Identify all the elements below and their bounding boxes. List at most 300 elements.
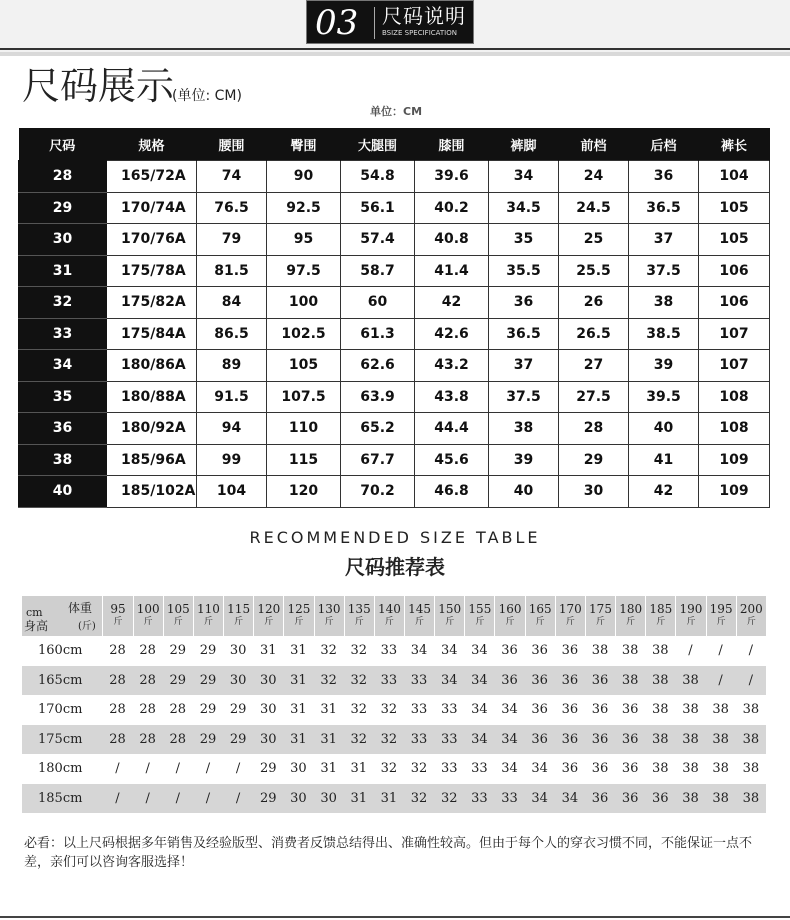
recommend-cell: 36 — [615, 725, 645, 755]
size-table-cell: 37 — [489, 350, 559, 382]
weight-unit: 斤 — [505, 617, 515, 627]
recommend-cell: 36 — [494, 666, 524, 696]
recommend-cell: 32 — [404, 784, 434, 814]
weight-value: 185 — [649, 602, 673, 616]
weight-column-header — [494, 596, 524, 636]
corner-jin: (斤) — [78, 621, 96, 632]
recommend-cell: 36 — [531, 702, 548, 718]
size-table-cell: 107 — [699, 350, 770, 382]
recommend-cell: 38 — [652, 643, 669, 659]
recommend-cell: 34 — [410, 643, 428, 659]
size-table-cell: 40 — [489, 476, 559, 508]
recommend-table-header — [22, 596, 766, 636]
size-table-cell: 43.8 — [415, 381, 489, 413]
size-table-cell: 44.4 — [415, 413, 489, 445]
badge-divider — [374, 7, 375, 39]
recommend-cell: / — [133, 784, 163, 814]
weight-unit: 斤 — [686, 617, 696, 627]
recommend-cell: / — [175, 761, 180, 777]
size-table-cell: 40.2 — [415, 192, 489, 224]
weight-value: 150 — [438, 602, 462, 616]
weight-unit: 斤 — [203, 617, 213, 627]
recommend-cell: 28 — [109, 643, 126, 659]
weight-column-header — [645, 596, 675, 636]
weight-column-header — [434, 596, 464, 636]
weight-column-header — [706, 596, 736, 636]
size-table-cell: 60 — [341, 287, 415, 319]
recommend-cell: 29 — [260, 761, 277, 777]
recommend-cell: 38 — [645, 666, 675, 696]
recommend-cell: 33 — [464, 784, 494, 814]
size-cell: 34 — [19, 350, 107, 382]
recommend-cell: 29 — [229, 702, 247, 718]
recommend-cell: 32 — [344, 725, 374, 755]
section-number: 03 — [315, 3, 359, 43]
size-table-cell: 86.5 — [197, 318, 267, 350]
size-table-column-header: 大腿围 — [341, 128, 415, 161]
recommend-cell: 28 — [133, 666, 163, 696]
recommend-cell: 28 — [169, 702, 187, 718]
recommend-cell: 30 — [253, 666, 283, 696]
size-table-cell: 35 — [489, 224, 559, 256]
recommend-cell: 34 — [464, 725, 494, 755]
section-badge — [306, 0, 474, 44]
recommend-cell: 36 — [585, 666, 615, 696]
height-cell: 160cm — [38, 643, 83, 659]
weight-unit: 斤 — [264, 617, 274, 627]
size-table-cell: 81.5 — [197, 255, 267, 287]
weight-column-header — [344, 596, 374, 636]
size-table-cell: 175/82A — [107, 287, 197, 319]
size-table-cell: 26.5 — [559, 318, 629, 350]
size-table-cell: 62.6 — [341, 350, 415, 382]
recommend-cell: 33 — [440, 761, 458, 777]
size-table-cell: 37.5 — [629, 255, 699, 287]
recommend-cell: 36 — [525, 725, 555, 755]
weight-unit: 斤 — [535, 617, 545, 627]
recommend-cell: 38 — [712, 702, 729, 718]
size-table-cell: 25.5 — [559, 255, 629, 287]
size-table-cell: 175/84A — [107, 318, 197, 350]
size-table-cell: 109 — [699, 476, 770, 508]
size-table-cell: 41 — [629, 444, 699, 476]
recommend-cell: 29 — [163, 666, 193, 696]
size-spec-table — [18, 128, 770, 508]
size-table-cell: 58.7 — [341, 255, 415, 287]
size-table-cell: 42 — [415, 287, 489, 319]
recommend-cell: 36 — [585, 725, 615, 755]
recommend-cell: 31 — [350, 761, 368, 777]
size-table-cell: 38.5 — [629, 318, 699, 350]
size-table-row — [19, 413, 770, 445]
recommend-cell: 38 — [706, 784, 736, 814]
size-table-cell: 104 — [699, 161, 770, 193]
size-table-row — [19, 350, 770, 382]
weight-column-header — [314, 596, 344, 636]
size-table-cell: 34 — [489, 161, 559, 193]
recommend-table — [22, 596, 766, 813]
size-cell: 30 — [19, 224, 107, 256]
size-table-cell: 56.1 — [341, 192, 415, 224]
size-table-cell: 100 — [267, 287, 341, 319]
recommend-cell: 36 — [561, 702, 579, 718]
size-table-cell: 185/102A — [107, 476, 197, 508]
weight-column-header — [283, 596, 313, 636]
weight-value: 160 — [498, 602, 522, 616]
size-table-cell: 170/74A — [107, 192, 197, 224]
size-table-column-header: 腰围 — [197, 128, 267, 161]
size-table-cell: 170/76A — [107, 224, 197, 256]
size-table-cell: 175/78A — [107, 255, 197, 287]
weight-value: 180 — [619, 602, 643, 616]
size-table-row — [19, 444, 770, 476]
recommend-cell: 31 — [314, 725, 344, 755]
recommend-row — [22, 695, 766, 725]
recommend-cell: 32 — [434, 784, 464, 814]
recommend-cell: 38 — [591, 643, 609, 659]
recommend-cell: 31 — [320, 761, 337, 777]
recommend-cell: 36 — [501, 643, 518, 659]
recommend-cell: / — [718, 643, 723, 659]
height-cell: 170cm — [38, 702, 83, 718]
recommend-cell: 28 — [102, 725, 132, 755]
weight-column-header — [223, 596, 253, 636]
recommend-cell: 32 — [350, 702, 368, 718]
recommend-cell: 29 — [169, 643, 187, 659]
recommend-cell: 28 — [102, 666, 132, 696]
size-table-cell: 24.5 — [559, 192, 629, 224]
weight-unit: 斤 — [173, 617, 183, 627]
size-table-cell: 27 — [559, 350, 629, 382]
recommend-cell: 38 — [615, 666, 645, 696]
recommend-cell: 30 — [283, 784, 313, 814]
size-table-cell: 37 — [629, 224, 699, 256]
weight-column-header — [585, 596, 615, 636]
recommend-cell: 29 — [193, 666, 223, 696]
size-table-cell: 36 — [629, 161, 699, 193]
weight-column-header — [404, 596, 434, 636]
corner-height: 身高 — [24, 619, 49, 633]
size-table-cell: 57.4 — [341, 224, 415, 256]
size-cell: 32 — [19, 287, 107, 319]
size-table-row — [19, 255, 770, 287]
size-table-cell: 79 — [197, 224, 267, 256]
weight-unit: 斤 — [415, 617, 425, 627]
recommend-cell: 32 — [380, 761, 398, 777]
weight-unit: 斤 — [445, 617, 455, 627]
size-table-cell: 106 — [699, 255, 770, 287]
recommend-cell: 33 — [434, 725, 464, 755]
weight-value: 130 — [317, 602, 341, 616]
recommend-cell: 31 — [320, 702, 337, 718]
weight-column-header — [736, 596, 766, 636]
recommend-cell: 28 — [163, 725, 193, 755]
size-table-cell: 39 — [489, 444, 559, 476]
weight-unit: 斤 — [595, 617, 605, 627]
size-table-row — [19, 476, 770, 508]
recommend-cell: / — [706, 666, 736, 696]
recommend-cell: 34 — [471, 702, 488, 718]
recommend-cell: / — [748, 643, 754, 659]
size-table-cell: 39.6 — [415, 161, 489, 193]
size-table-cell: 102.5 — [267, 318, 341, 350]
size-table-column-header: 膝围 — [415, 128, 489, 161]
size-table-cell: 115 — [267, 444, 341, 476]
faint-unit-label: 单位：CM — [370, 105, 423, 118]
recommend-cell: 36 — [591, 702, 609, 718]
recommend-cell: 38 — [682, 702, 699, 718]
recommend-cell: 36 — [555, 725, 585, 755]
recommend-cell: 36 — [591, 761, 609, 777]
weight-value: 170 — [558, 602, 582, 616]
size-table-cell: 43.2 — [415, 350, 489, 382]
size-table-cell: 90 — [267, 161, 341, 193]
height-cell: 180cm — [38, 761, 83, 777]
recommend-cell: 38 — [652, 761, 669, 777]
size-table-cell: 185/96A — [107, 444, 197, 476]
recommend-cell: 33 — [374, 666, 404, 696]
size-table-cell: 67.7 — [341, 444, 415, 476]
size-cell: 40 — [19, 476, 107, 508]
recommend-cell: 36 — [621, 702, 639, 718]
height-cell: 185cm — [22, 784, 102, 814]
recommend-cell: 33 — [471, 761, 488, 777]
recommend-cell: 36 — [585, 784, 615, 814]
size-table-cell: 74 — [197, 161, 267, 193]
recommend-cell: / — [163, 784, 193, 814]
section-title-cn: 尺码说明 — [382, 4, 466, 28]
weight-value: 135 — [347, 602, 371, 616]
recommend-cell: 31 — [283, 725, 313, 755]
size-table-row — [19, 287, 770, 319]
size-table-cell: 84 — [197, 287, 267, 319]
recommend-cell: 32 — [344, 666, 374, 696]
recommend-cell: 31 — [374, 784, 404, 814]
recommend-cell: 36 — [615, 784, 645, 814]
weight-value: 155 — [468, 602, 492, 616]
weight-unit: 斤 — [143, 617, 153, 627]
size-table-cell: 89 — [197, 350, 267, 382]
recommend-cell: 36 — [561, 761, 579, 777]
weight-value: 110 — [197, 602, 220, 616]
page-title: 尺码展示 — [22, 64, 175, 108]
weight-value: 200 — [739, 602, 763, 616]
recommend-cell: 38 — [712, 761, 729, 777]
recommend-cell: / — [205, 761, 211, 777]
recommend-cell: 34 — [434, 666, 464, 696]
size-table-cell: 105 — [267, 350, 341, 382]
recommend-cell: 34 — [464, 666, 494, 696]
size-table-cell: 54.8 — [341, 161, 415, 193]
recommend-cell: 32 — [350, 643, 368, 659]
recommend-cell: 38 — [675, 784, 705, 814]
weight-value: 165 — [528, 602, 552, 616]
recommend-cell: 32 — [410, 761, 428, 777]
recommend-cell: 33 — [494, 784, 524, 814]
recommend-cell: 38 — [621, 643, 639, 659]
weight-column-header — [133, 596, 163, 636]
recommend-cell: 32 — [380, 702, 398, 718]
recommend-cell: 30 — [290, 761, 307, 777]
weight-value: 120 — [257, 602, 281, 616]
size-table-cell: 61.3 — [341, 318, 415, 350]
weight-value: 95 — [110, 602, 126, 616]
size-table-cell: 94 — [197, 413, 267, 445]
recommend-cell: 38 — [706, 725, 736, 755]
weight-unit: 斤 — [324, 617, 334, 627]
recommend-cell: 36 — [555, 666, 585, 696]
size-table-cell: 25 — [559, 224, 629, 256]
size-table-cell: 106 — [699, 287, 770, 319]
recommend-cell: 32 — [314, 666, 344, 696]
recommend-cell: 34 — [555, 784, 585, 814]
recommend-cell: 38 — [675, 666, 705, 696]
corner-weight: 体重 — [68, 601, 93, 615]
size-table-cell: 105 — [699, 224, 770, 256]
recommend-cell: 38 — [742, 761, 760, 777]
size-table-cell: 120 — [267, 476, 341, 508]
size-table-cell: 36.5 — [489, 318, 559, 350]
size-table-cell: 97.5 — [267, 255, 341, 287]
size-table-row — [19, 192, 770, 224]
size-table-cell: 110 — [267, 413, 341, 445]
size-table-cell: 24 — [559, 161, 629, 193]
size-table-cell: 45.6 — [415, 444, 489, 476]
size-table-cell: 39.5 — [629, 381, 699, 413]
size-table-cell: 180/88A — [107, 381, 197, 413]
size-table-cell: 65.2 — [341, 413, 415, 445]
unit-label: (单位: CM) — [172, 88, 242, 104]
recommend-cell: / — [193, 784, 223, 814]
recommend-cell: 33 — [380, 643, 398, 659]
size-table-cell: 30 — [559, 476, 629, 508]
weight-value: 140 — [377, 602, 401, 616]
size-table-cell: 108 — [699, 413, 770, 445]
recommend-cell: / — [145, 761, 150, 777]
size-table-cell: 180/92A — [107, 413, 197, 445]
recommend-cell: 34 — [501, 761, 518, 777]
weight-unit: 斤 — [234, 617, 244, 627]
recommend-cell: 30 — [260, 702, 277, 718]
recommend-corner-cell — [22, 596, 102, 636]
size-table-cell: 42 — [629, 476, 699, 508]
recommend-cell: 34 — [531, 761, 548, 777]
size-table-column-header: 后档 — [629, 128, 699, 161]
weight-value: 115 — [227, 602, 251, 616]
size-table-cell: 165/72A — [107, 161, 197, 193]
size-cell: 28 — [19, 161, 107, 193]
weight-unit: 斤 — [656, 617, 666, 627]
size-table-column-header: 前档 — [559, 128, 629, 161]
weight-value: 125 — [287, 602, 311, 616]
recommend-cell: / — [102, 784, 132, 814]
recommend-cell: 36 — [645, 784, 675, 814]
weight-unit: 斤 — [716, 617, 726, 627]
size-table-cell: 27.5 — [559, 381, 629, 413]
weight-column-header — [102, 596, 132, 636]
size-table-cell: 107.5 — [267, 381, 341, 413]
recommend-cell: 36 — [525, 666, 555, 696]
size-table-header — [19, 128, 770, 161]
recommend-cell: / — [736, 666, 766, 696]
recommend-cell: 29 — [253, 784, 283, 814]
weight-unit: 斤 — [565, 617, 575, 627]
footer-rule — [0, 916, 790, 918]
weight-value: 175 — [589, 602, 612, 616]
weight-column-header — [525, 596, 555, 636]
size-table-cell: 38 — [489, 413, 559, 445]
recommend-cell: / — [235, 761, 241, 777]
recommend-row — [22, 725, 766, 755]
recommend-cell: / — [688, 643, 693, 659]
recommend-cell: 34 — [471, 643, 488, 659]
size-table-cell: 36.5 — [629, 192, 699, 224]
recommend-title-cn: 尺码推荐表 — [345, 555, 445, 579]
recommend-cell: 38 — [742, 702, 760, 718]
recommend-cell: 33 — [410, 702, 428, 718]
recommend-cell: 38 — [682, 761, 699, 777]
recommend-cell: 28 — [109, 702, 126, 718]
weight-unit: 斤 — [746, 617, 756, 627]
size-table-cell: 40.8 — [415, 224, 489, 256]
height-cell: 175cm — [22, 725, 102, 755]
weight-column-header — [193, 596, 223, 636]
size-table-cell: 28 — [559, 413, 629, 445]
size-cell: 31 — [19, 255, 107, 287]
corner-cm: cm — [26, 606, 43, 619]
header-rule — [0, 48, 790, 50]
weight-column-header — [374, 596, 404, 636]
recommend-cell: 29 — [199, 702, 217, 718]
weight-unit: 斤 — [113, 617, 123, 627]
size-table-cell: 37.5 — [489, 381, 559, 413]
recommend-cell: 36 — [621, 761, 639, 777]
weight-unit: 斤 — [475, 617, 485, 627]
size-table-cell: 34.5 — [489, 192, 559, 224]
recommend-cell: 34 — [501, 702, 518, 718]
recommend-cell: 29 — [193, 725, 223, 755]
size-table-column-header: 裤脚 — [489, 128, 559, 161]
recommend-cell: 34 — [440, 643, 458, 659]
size-table-cell: 104 — [197, 476, 267, 508]
size-table-cell: 109 — [699, 444, 770, 476]
size-table-cell: 38 — [629, 287, 699, 319]
weight-value: 195 — [709, 602, 733, 616]
recommend-cell: 32 — [320, 643, 337, 659]
size-table-row — [19, 318, 770, 350]
recommend-title-en: RECOMMENDED SIZE TABLE — [249, 528, 541, 547]
recommend-cell: / — [223, 784, 253, 814]
recommend-row — [22, 754, 766, 784]
size-table-cell: 42.6 — [415, 318, 489, 350]
size-table-cell: 70.2 — [341, 476, 415, 508]
weight-value: 190 — [679, 602, 703, 616]
size-table-cell: 35.5 — [489, 255, 559, 287]
recommend-cell: 32 — [374, 725, 404, 755]
size-table-column-header: 裤长 — [699, 128, 770, 161]
recommend-cell: 36 — [531, 643, 548, 659]
weight-column-header — [163, 596, 193, 636]
size-cell: 35 — [19, 381, 107, 413]
size-table-cell: 46.8 — [415, 476, 489, 508]
weight-unit: 斤 — [626, 617, 636, 627]
recommend-cell: 34 — [525, 784, 555, 814]
section-title-en: BSIZE SPECIFICATION — [382, 29, 457, 37]
size-table-cell: 91.5 — [197, 381, 267, 413]
size-table-cell: 29 — [559, 444, 629, 476]
disclaimer-note: 必看：以上尺码根据多年销售及经验版型、消费者反馈总结得出、准确性较高。但由于每个人的穿衣习惯不同，不能保证一点不差，亲们可以咨询客服选择！ — [24, 836, 753, 870]
size-table-cell: 36 — [489, 287, 559, 319]
